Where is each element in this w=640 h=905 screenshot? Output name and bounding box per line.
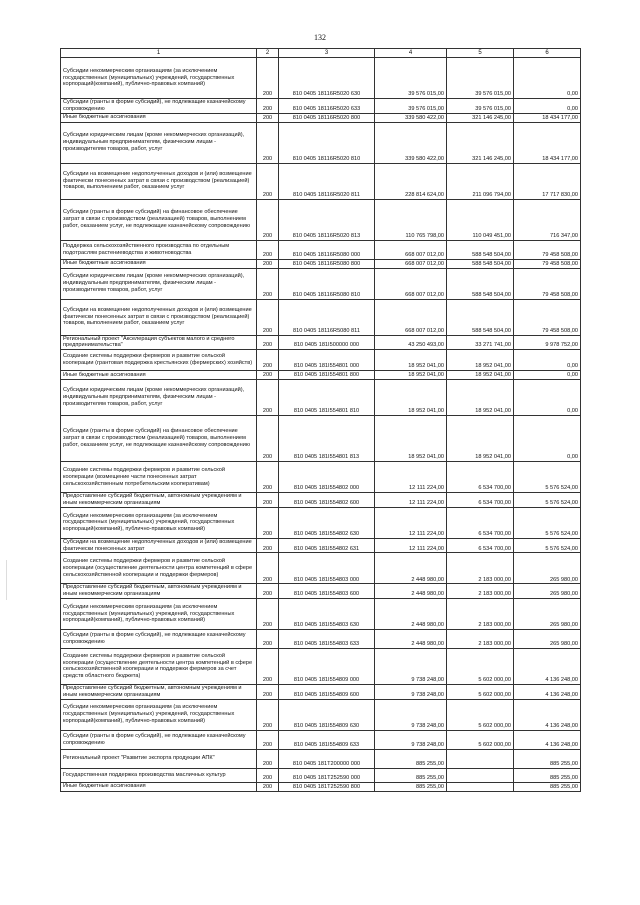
row-code-cell: 200 bbox=[257, 113, 279, 122]
row-code-cell: 200 bbox=[257, 335, 279, 350]
row-amount-plan-cell: 228 814 624,00 bbox=[375, 163, 447, 199]
row-amount-rest-cell: 265 980,00 bbox=[514, 584, 581, 599]
table-row bbox=[61, 299, 581, 335]
table-row bbox=[61, 371, 581, 380]
row-name-cell: Создание системы поддержки фермеров и развитие сельской кооперации (возмещение части понесенных затрат сельскохозяйственным потребительским кооперативам) bbox=[61, 462, 257, 493]
row-amount-exec-cell bbox=[447, 768, 514, 782]
row-amount-rest-cell: 0,00 bbox=[514, 371, 581, 380]
row-kbk-cell: 810 0405 181I554802 000 bbox=[279, 462, 375, 493]
row-kbk-cell: 810 0405 181I554803 000 bbox=[279, 553, 375, 584]
row-amount-rest-cell: 716 347,00 bbox=[514, 199, 581, 240]
row-name-cell: Субсидии юридическим лицам (кроме некоммерческих организаций), индивидуальным предпринимателям, физическим лицам - производителям товаров, работ, услуг bbox=[61, 122, 257, 163]
row-amount-exec-cell: 18 952 041,00 bbox=[447, 350, 514, 371]
row-amount-exec-cell: 33 271 741,00 bbox=[447, 335, 514, 350]
row-code-cell: 200 bbox=[257, 699, 279, 730]
row-amount-plan-cell: 12 111 224,00 bbox=[375, 493, 447, 508]
row-amount-rest-cell: 0,00 bbox=[514, 416, 581, 462]
row-code-cell: 200 bbox=[257, 58, 279, 99]
row-code-cell: 200 bbox=[257, 380, 279, 416]
row-amount-exec-cell: 6 534 700,00 bbox=[447, 538, 514, 553]
table-row bbox=[61, 335, 581, 350]
row-amount-rest-cell: 79 458 508,00 bbox=[514, 268, 581, 299]
row-amount-plan-cell: 2 448 980,00 bbox=[375, 598, 447, 629]
table-row bbox=[61, 584, 581, 599]
row-name-cell: Предоставление субсидий бюджетным, автономным учреждениям и иным некоммерческим организациям bbox=[61, 584, 257, 599]
row-amount-exec-cell: 211 096 794,00 bbox=[447, 163, 514, 199]
row-amount-plan-cell: 39 576 015,00 bbox=[375, 99, 447, 114]
row-kbk-cell: 810 0405 18116R5020 800 bbox=[279, 113, 375, 122]
row-amount-exec-cell: 39 576 015,00 bbox=[447, 99, 514, 114]
row-amount-rest-cell: 79 458 508,00 bbox=[514, 259, 581, 268]
row-kbk-cell: 810 0405 18116R5020 630 bbox=[279, 58, 375, 99]
row-amount-rest-cell: 0,00 bbox=[514, 350, 581, 371]
header-cell: 5 bbox=[447, 49, 514, 58]
row-name-cell: Субсидии (гранты в форме субсидий), не подлежащие казначейскому сопровождению bbox=[61, 629, 257, 648]
row-code-cell: 200 bbox=[257, 199, 279, 240]
row-amount-plan-cell: 668 007 012,00 bbox=[375, 259, 447, 268]
table-row bbox=[61, 163, 581, 199]
row-name-cell: Иные бюджетные ассигнования bbox=[61, 259, 257, 268]
row-amount-exec-cell: 321 146 245,00 bbox=[447, 113, 514, 122]
row-code-cell: 200 bbox=[257, 684, 279, 699]
row-code-cell: 200 bbox=[257, 584, 279, 599]
row-amount-plan-cell: 9 738 248,00 bbox=[375, 648, 447, 684]
row-amount-rest-cell: 17 717 830,00 bbox=[514, 163, 581, 199]
row-code-cell: 200 bbox=[257, 749, 279, 768]
row-amount-rest-cell: 79 458 508,00 bbox=[514, 299, 581, 335]
row-amount-exec-cell: 2 183 000,00 bbox=[447, 553, 514, 584]
row-name-cell: Субсидии на возмещение недополученных доходов и (или) возмещение фактически понесенных затрат в связи с производством (реализацией) товаров, выполнением работ, оказанием услуг bbox=[61, 299, 257, 335]
row-amount-rest-cell: 265 980,00 bbox=[514, 553, 581, 584]
row-name-cell: Субсидии (гранты в форме субсидий), не подлежащие казначейскому сопровождению bbox=[61, 730, 257, 749]
table-row bbox=[61, 648, 581, 684]
row-name-cell: Региональный проект "Развитие экспорта продукции АПК" bbox=[61, 749, 257, 768]
row-kbk-cell: 810 0405 181I554809 630 bbox=[279, 699, 375, 730]
row-name-cell: Субсидии (гранты в форме субсидий) на финансовое обеспечение затрат в связи с производством (реализацией) товаров, выполнением работ, оказанием услуг, не подлежащие казначейскому сопровождению bbox=[61, 416, 257, 462]
row-name-cell: Субсидии юридическим лицам (кроме некоммерческих организаций), индивидуальным предпринимателям, физическим лицам - производителям товаров, работ, услуг bbox=[61, 380, 257, 416]
table-row bbox=[61, 768, 581, 782]
header-row bbox=[61, 49, 581, 58]
table-row bbox=[61, 58, 581, 99]
row-name-cell: Государственная поддержка производства масличных культур bbox=[61, 768, 257, 782]
header-cell: 4 bbox=[375, 49, 447, 58]
row-kbk-cell: 810 0405 18116R5020 811 bbox=[279, 163, 375, 199]
table-row bbox=[61, 538, 581, 553]
row-amount-rest-cell: 5 576 524,00 bbox=[514, 538, 581, 553]
row-name-cell: Субсидии юридическим лицам (кроме некоммерческих организаций), индивидуальным предпринимателям, физическим лицам - производителям товаров, работ, услуг bbox=[61, 268, 257, 299]
row-code-cell: 200 bbox=[257, 122, 279, 163]
row-name-cell: Иные бюджетные ассигнования bbox=[61, 371, 257, 380]
row-amount-rest-cell: 4 136 248,00 bbox=[514, 648, 581, 684]
row-code-cell: 200 bbox=[257, 462, 279, 493]
row-kbk-cell: 810 0405 181T200000 000 bbox=[279, 749, 375, 768]
row-name-cell: Создание системы поддержки фермеров и развитие сельской кооперации (осуществление деятельности центра компетенций в сфере сельскохозяйственной кооперации и поддержки фермеров за счет средств областного бюджета) bbox=[61, 648, 257, 684]
row-kbk-cell: 810 0405 181I554809 000 bbox=[279, 648, 375, 684]
row-kbk-cell: 810 0405 181I554801 810 bbox=[279, 380, 375, 416]
table-row bbox=[61, 113, 581, 122]
row-code-cell: 200 bbox=[257, 371, 279, 380]
row-amount-exec-cell: 588 548 504,00 bbox=[447, 268, 514, 299]
row-kbk-cell: 810 0405 181I554803 600 bbox=[279, 584, 375, 599]
row-amount-exec-cell: 5 602 000,00 bbox=[447, 730, 514, 749]
row-kbk-cell: 810 0405 181T252590 800 bbox=[279, 782, 375, 791]
row-amount-exec-cell: 110 049 451,00 bbox=[447, 199, 514, 240]
row-name-cell: Поддержка сельскохозяйственного производства по отдельным подотраслям растениеводства и животноводства bbox=[61, 240, 257, 259]
row-name-cell: Создание системы поддержки фермеров и развитие сельской кооперации (грантовая поддержка крестьянских (фермерских) хозяйств) bbox=[61, 350, 257, 371]
row-kbk-cell: 810 0405 181I554809 633 bbox=[279, 730, 375, 749]
header-cell: 1 bbox=[61, 49, 257, 58]
row-code-cell: 200 bbox=[257, 268, 279, 299]
row-code-cell: 200 bbox=[257, 493, 279, 508]
row-name-cell: Иные бюджетные ассигнования bbox=[61, 782, 257, 791]
row-kbk-cell: 810 0405 18116R5080 800 bbox=[279, 259, 375, 268]
row-amount-rest-cell: 9 978 752,00 bbox=[514, 335, 581, 350]
row-amount-plan-cell: 339 580 422,00 bbox=[375, 113, 447, 122]
row-amount-rest-cell: 5 576 524,00 bbox=[514, 507, 581, 538]
row-kbk-cell: 810 0405 18116R5020 633 bbox=[279, 99, 375, 114]
row-amount-rest-cell: 4 136 248,00 bbox=[514, 684, 581, 699]
row-code-cell: 200 bbox=[257, 598, 279, 629]
row-name-cell: Субсидии на возмещение недополученных доходов и (или) возмещение фактически понесенных затрат bbox=[61, 538, 257, 553]
row-amount-plan-cell: 2 448 980,00 bbox=[375, 553, 447, 584]
row-kbk-cell: 810 0405 18116R5080 810 bbox=[279, 268, 375, 299]
row-amount-exec-cell: 2 183 000,00 bbox=[447, 584, 514, 599]
row-amount-plan-cell: 18 952 041,00 bbox=[375, 371, 447, 380]
row-amount-plan-cell: 2 448 980,00 bbox=[375, 629, 447, 648]
row-code-cell: 200 bbox=[257, 163, 279, 199]
row-amount-plan-cell: 885 255,00 bbox=[375, 749, 447, 768]
table-row bbox=[61, 730, 581, 749]
row-kbk-cell: 810 0405 181I554809 600 bbox=[279, 684, 375, 699]
row-kbk-cell: 810 0405 18116R5020 810 bbox=[279, 122, 375, 163]
row-code-cell: 200 bbox=[257, 553, 279, 584]
table-row bbox=[61, 553, 581, 584]
row-amount-rest-cell: 4 136 248,00 bbox=[514, 699, 581, 730]
row-amount-exec-cell bbox=[447, 782, 514, 791]
table-row bbox=[61, 416, 581, 462]
row-amount-exec-cell: 5 602 000,00 bbox=[447, 648, 514, 684]
row-code-cell: 200 bbox=[257, 259, 279, 268]
row-name-cell: Предоставление субсидий бюджетным, автономным учреждениям и иным некоммерческим организациям bbox=[61, 493, 257, 508]
row-amount-exec-cell: 321 146 245,00 bbox=[447, 122, 514, 163]
table-row bbox=[61, 507, 581, 538]
row-amount-plan-cell: 668 007 012,00 bbox=[375, 268, 447, 299]
row-amount-rest-cell: 0,00 bbox=[514, 58, 581, 99]
row-amount-plan-cell: 9 738 248,00 bbox=[375, 730, 447, 749]
row-amount-plan-cell: 39 576 015,00 bbox=[375, 58, 447, 99]
row-amount-exec-cell: 588 548 504,00 bbox=[447, 259, 514, 268]
table-row bbox=[61, 699, 581, 730]
row-amount-exec-cell: 18 952 041,00 bbox=[447, 371, 514, 380]
row-amount-plan-cell: 2 448 980,00 bbox=[375, 584, 447, 599]
row-amount-exec-cell bbox=[447, 749, 514, 768]
row-kbk-cell: 810 0405 181I554802 630 bbox=[279, 507, 375, 538]
table-row bbox=[61, 493, 581, 508]
row-code-cell: 200 bbox=[257, 730, 279, 749]
row-amount-rest-cell: 5 576 524,00 bbox=[514, 462, 581, 493]
row-name-cell: Субсидии некоммерческим организациям (за исключением государственных (муниципальных) учреждений, государственных корпораций(компаний), публично-правовых компаний) bbox=[61, 598, 257, 629]
scan-margin-mark bbox=[6, 560, 7, 600]
table-row bbox=[61, 350, 581, 371]
table-row bbox=[61, 122, 581, 163]
row-amount-plan-cell: 110 765 798,00 bbox=[375, 199, 447, 240]
row-kbk-cell: 810 0405 181I554802 600 bbox=[279, 493, 375, 508]
table-row bbox=[61, 380, 581, 416]
row-amount-exec-cell: 5 602 000,00 bbox=[447, 699, 514, 730]
row-code-cell: 200 bbox=[257, 768, 279, 782]
row-code-cell: 200 bbox=[257, 782, 279, 791]
row-amount-exec-cell: 6 534 700,00 bbox=[447, 507, 514, 538]
row-name-cell: Субсидии некоммерческим организациям (за исключением государственных (муниципальных) учреждений, государственных корпораций(компаний), публично-правовых компаний) bbox=[61, 58, 257, 99]
table-row bbox=[61, 782, 581, 791]
table-row bbox=[61, 629, 581, 648]
header-cell: 3 bbox=[279, 49, 375, 58]
row-amount-plan-cell: 668 007 012,00 bbox=[375, 240, 447, 259]
row-amount-plan-cell: 9 738 248,00 bbox=[375, 699, 447, 730]
row-kbk-cell: 810 0405 181I554802 631 bbox=[279, 538, 375, 553]
row-amount-rest-cell: 79 458 508,00 bbox=[514, 240, 581, 259]
row-amount-rest-cell: 5 576 524,00 bbox=[514, 493, 581, 508]
row-amount-plan-cell: 43 250 493,00 bbox=[375, 335, 447, 350]
row-kbk-cell: 810 0405 181I554801 813 bbox=[279, 416, 375, 462]
row-amount-exec-cell: 5 602 000,00 bbox=[447, 684, 514, 699]
row-amount-rest-cell: 0,00 bbox=[514, 380, 581, 416]
page-number: 132 bbox=[314, 33, 326, 42]
row-name-cell: Иные бюджетные ассигнования bbox=[61, 113, 257, 122]
row-code-cell: 200 bbox=[257, 99, 279, 114]
table-row bbox=[61, 462, 581, 493]
row-amount-exec-cell: 588 548 504,00 bbox=[447, 240, 514, 259]
row-amount-exec-cell: 39 576 015,00 bbox=[447, 58, 514, 99]
row-amount-exec-cell: 6 534 700,00 bbox=[447, 493, 514, 508]
budget-table bbox=[60, 48, 581, 792]
row-amount-plan-cell: 12 111 224,00 bbox=[375, 538, 447, 553]
row-code-cell: 200 bbox=[257, 299, 279, 335]
row-kbk-cell: 810 0405 181I500000 000 bbox=[279, 335, 375, 350]
row-name-cell: Региональный проект "Акселерация субъектов малого и среднего предпринимательства" bbox=[61, 335, 257, 350]
row-kbk-cell: 810 0405 18116R5020 813 bbox=[279, 199, 375, 240]
row-code-cell: 200 bbox=[257, 538, 279, 553]
table-row bbox=[61, 99, 581, 114]
row-kbk-cell: 810 0405 181I554801 000 bbox=[279, 350, 375, 371]
row-amount-exec-cell: 18 952 041,00 bbox=[447, 416, 514, 462]
header-cell: 2 bbox=[257, 49, 279, 58]
row-amount-exec-cell: 2 183 000,00 bbox=[447, 598, 514, 629]
row-amount-plan-cell: 885 255,00 bbox=[375, 782, 447, 791]
row-amount-rest-cell: 0,00 bbox=[514, 99, 581, 114]
row-name-cell: Субсидии некоммерческим организациям (за исключением государственных (муниципальных) учреждений, государственных корпораций(компаний), публично-правовых компаний) bbox=[61, 507, 257, 538]
row-name-cell: Субсидии на возмещение недополученных доходов и (или) возмещение фактически понесенных затрат в связи с производством (реализацией) товаров, выполнением работ, оказанием услуг bbox=[61, 163, 257, 199]
row-kbk-cell: 810 0405 18116R5080 811 bbox=[279, 299, 375, 335]
table-row bbox=[61, 268, 581, 299]
row-name-cell: Субсидии некоммерческим организациям (за исключением государственных (муниципальных) учреждений, государственных корпораций(компаний), публично-правовых компаний) bbox=[61, 699, 257, 730]
table-row bbox=[61, 259, 581, 268]
row-amount-exec-cell: 588 548 504,00 bbox=[447, 299, 514, 335]
row-amount-rest-cell: 265 980,00 bbox=[514, 598, 581, 629]
row-amount-rest-cell: 4 136 248,00 bbox=[514, 730, 581, 749]
row-amount-rest-cell: 885 255,00 bbox=[514, 768, 581, 782]
row-name-cell: Создание системы поддержки фермеров и развитие сельской кооперации (осуществление деятельности центра компетенций в сфере сельскохозяйственной кооперации и поддержки фермеров) bbox=[61, 553, 257, 584]
row-code-cell: 200 bbox=[257, 629, 279, 648]
row-code-cell: 200 bbox=[257, 648, 279, 684]
row-kbk-cell: 810 0405 181I554801 800 bbox=[279, 371, 375, 380]
row-name-cell: Субсидии (гранты в форме субсидий) на финансовое обеспечение затрат в связи с производством (реализацией) товаров, выполнением работ, оказанием услуг, не подлежащие казначейскому сопровождению bbox=[61, 199, 257, 240]
row-kbk-cell: 810 0405 181T252590 000 bbox=[279, 768, 375, 782]
table-row bbox=[61, 684, 581, 699]
row-amount-plan-cell: 18 952 041,00 bbox=[375, 380, 447, 416]
row-amount-exec-cell: 6 534 700,00 bbox=[447, 462, 514, 493]
row-code-cell: 200 bbox=[257, 350, 279, 371]
row-amount-plan-cell: 12 111 224,00 bbox=[375, 507, 447, 538]
row-amount-plan-cell: 9 738 248,00 bbox=[375, 684, 447, 699]
row-amount-rest-cell: 18 434 177,00 bbox=[514, 113, 581, 122]
row-amount-rest-cell: 885 255,00 bbox=[514, 782, 581, 791]
row-amount-exec-cell: 2 183 000,00 bbox=[447, 629, 514, 648]
row-amount-plan-cell: 12 111 224,00 bbox=[375, 462, 447, 493]
row-amount-plan-cell: 339 580 422,00 bbox=[375, 122, 447, 163]
table-row bbox=[61, 749, 581, 768]
row-amount-rest-cell: 18 434 177,00 bbox=[514, 122, 581, 163]
row-name-cell: Субсидии (гранты в форме субсидий), не подлежащие казначейскому сопровождению bbox=[61, 99, 257, 114]
row-code-cell: 200 bbox=[257, 240, 279, 259]
row-kbk-cell: 810 0405 18116R5080 000 bbox=[279, 240, 375, 259]
header-cell: 6 bbox=[514, 49, 581, 58]
row-kbk-cell: 810 0405 181I554803 633 bbox=[279, 629, 375, 648]
row-amount-rest-cell: 885 255,00 bbox=[514, 749, 581, 768]
row-name-cell: Предоставление субсидий бюджетным, автономным учреждениям и иным некоммерческим организациям bbox=[61, 684, 257, 699]
row-code-cell: 200 bbox=[257, 507, 279, 538]
table-row bbox=[61, 240, 581, 259]
row-code-cell: 200 bbox=[257, 416, 279, 462]
row-amount-rest-cell: 265 980,00 bbox=[514, 629, 581, 648]
row-kbk-cell: 810 0405 181I554803 630 bbox=[279, 598, 375, 629]
table-row bbox=[61, 199, 581, 240]
row-amount-plan-cell: 18 952 041,00 bbox=[375, 350, 447, 371]
row-amount-exec-cell: 18 952 041,00 bbox=[447, 380, 514, 416]
table-row bbox=[61, 598, 581, 629]
row-amount-plan-cell: 668 007 012,00 bbox=[375, 299, 447, 335]
row-amount-plan-cell: 18 952 041,00 bbox=[375, 416, 447, 462]
row-amount-plan-cell: 885 255,00 bbox=[375, 768, 447, 782]
